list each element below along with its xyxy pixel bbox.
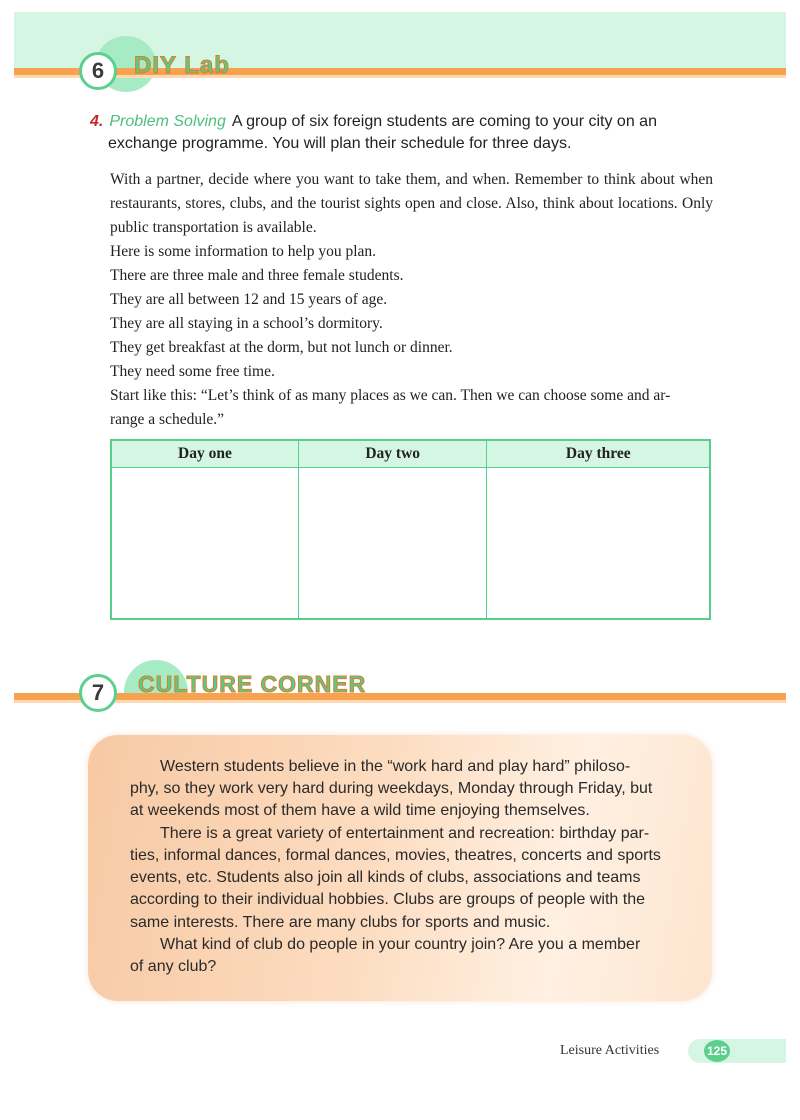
section-number: 7 xyxy=(79,674,117,712)
culture-line: ties, informal dances, formal dances, movies, theatres, concerts and sports xyxy=(130,847,661,864)
section-title: CULTURE CORNER xyxy=(138,671,367,697)
section-number: 6 xyxy=(79,52,117,90)
culture-line: according to their individual hobbies. Clubs are groups of people with the xyxy=(130,891,645,908)
culture-line: at weekends most of them have a wild time enjoying themselves. xyxy=(130,802,590,819)
culture-line: There is a great variety of entertainment and recreation: birthday par- xyxy=(160,825,650,842)
header-stripe xyxy=(14,68,786,78)
page-tab xyxy=(688,1039,786,1063)
task-intro-line1: A group of six foreign students are coming to your city on an xyxy=(231,113,657,130)
culture-line: same interests. There are many clubs for sports and music. xyxy=(130,914,551,931)
task-intro-line2: exchange programme. You will plan their schedule for three days. xyxy=(108,135,572,152)
table-cell-day-two[interactable] xyxy=(298,468,487,620)
task-paragraph: With a partner, decide where you want to take them, and when. Remember to think about when restaurants, stores, clubs, and the tourist sights open and close. Also, think about locations. Only public transportation is available. xyxy=(110,171,713,236)
culture-line: Western students believe in the “work hard and play hard” philoso- xyxy=(160,758,631,775)
info-line: They get breakfast at the dorm, but not lunch or dinner. xyxy=(110,339,453,356)
table-header-day-one: Day one xyxy=(111,440,298,468)
schedule-table xyxy=(110,439,711,620)
section-title: DIY Lab xyxy=(134,52,230,79)
start-line: range a schedule.” xyxy=(110,411,225,428)
culture-line: of any club? xyxy=(130,958,217,975)
culture-line: phy, so they work very hard during weekdays, Monday through Friday, but xyxy=(130,780,653,797)
task-intro xyxy=(90,110,740,133)
start-line: Start like this: “Let’s think of as many places as we can. Then we can choose some and ar- xyxy=(110,387,671,404)
task-number: 4. xyxy=(90,113,104,130)
header-stripe xyxy=(14,693,786,703)
table-header-day-three: Day three xyxy=(487,440,710,468)
info-line: There are three male and three female students. xyxy=(110,267,404,284)
task-label: Problem Solving xyxy=(109,113,226,130)
page-number: 125 xyxy=(704,1040,730,1062)
table-row xyxy=(111,468,710,620)
table-cell-day-one[interactable] xyxy=(111,468,298,620)
info-line: They are all between 12 and 15 years of age. xyxy=(110,291,388,308)
table-header-day-two: Day two xyxy=(298,440,487,468)
culture-line: events, etc. Students also join all kinds of clubs, associations and teams xyxy=(130,869,641,886)
info-line: They are all staying in a school’s dormitory. xyxy=(110,315,383,332)
info-line: Here is some information to help you plan. xyxy=(110,243,377,260)
chapter-title: Leisure Activities xyxy=(560,1043,660,1058)
culture-line: What kind of club do people in your country join? Are you a member xyxy=(160,936,641,953)
info-line: They need some free time. xyxy=(110,363,275,380)
table-cell-day-three[interactable] xyxy=(487,468,710,620)
table-header-row xyxy=(111,440,710,468)
